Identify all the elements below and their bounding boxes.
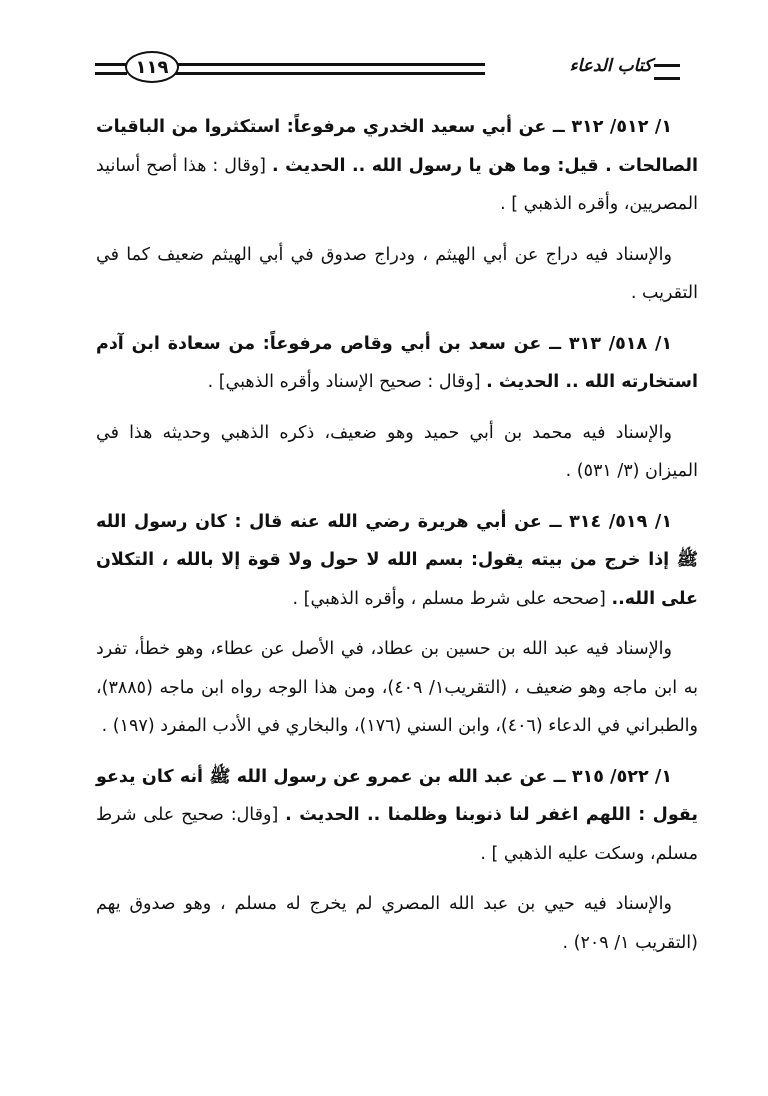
page-number: ١١٩ (125, 51, 179, 83)
commentary-paragraph: والإسناد فيه عبد الله بن حسين بن عطاد، في الأصل عن عطاء، وهو خطأ، تفرد به ابن ماجه وهو ضعيف ، (التقريب١/ ٤٠٩)، ومن هذا الوجه رواه ابن ماجه (٣٨٨٥)، والطبراني في الدعاء (٤٠٦)، وابن السني (١٧٦)، والبخاري في الأدب المفرد (١٩٧) . (96, 639, 698, 736)
hadith-entry-314 (96, 503, 698, 619)
commentary-paragraph: والإسناد فيه محمد بن أبي حميد وهو ضعيف، ذكره الذهبي وحديثه هذا في الميزان (٣/ ٥٣١) . (96, 422, 698, 481)
hadith-text: ١/ ٥١٢/ ٣١٢ ــ عن أبي سعيد الخدري مرفوعاً: استكثروا من الباقيات الصالحات . قيل: وما هن يا رسول الله .. الحديث . (96, 117, 698, 176)
page-header (95, 48, 680, 96)
hadith-ruling: [وقال: صحيح على شرط مسلم، وسكت عليه الذهبي ] . (96, 805, 698, 864)
commentary-paragraph: والإسناد فيه دراج عن أبي الهيثم ، ودراج صدوق في أبي الهيثم ضعيف كما في التقريب . (96, 244, 698, 303)
hadith-entry-313 (96, 325, 698, 402)
hadith-text: ١/ ٥٢٢/ ٣١٥ ــ عن عبد الله بن عمرو عن رسول الله ﷺ أنه كان يدعو يقول : اللهم اغفر لنا ذنوبنا وظلمنا .. الحديث . (96, 766, 698, 825)
hadith-text: ١/ ٥١٩/ ٣١٤ ــ عن أبي هريرة رضي الله عنه قال : كان رسول الله ﷺ إذا خرج من بيته يقول: بسم الله لا حول ولا قوة إلا بالله ، التكلان على الله.. (96, 511, 698, 609)
hadith-entry-312 (96, 108, 698, 224)
header-rule-right (654, 64, 680, 80)
page-content (96, 108, 698, 974)
hadith-text: ١/ ٥١٨/ ٣١٣ ــ عن سعد بن أبي وقاص مرفوعاً: من سعادة ابن آدم استخارته الله .. الحديث . (96, 333, 698, 392)
hadith-ruling: [صححه على شرط مسلم ، وأقره الذهبي] . (292, 588, 606, 609)
commentary-paragraph: والإسناد فيه حيي بن عبد الله المصري لم يخرج له مسلم ، وهو صدوق يهم (التقريب ١/ ٢٠٩) . (96, 894, 698, 953)
hadith-ruling: [وقال : صحيح الإسناد وأقره الذهبي] . (207, 372, 481, 392)
book-title: كتاب الدعاء (569, 56, 652, 76)
header-rule-left (173, 63, 485, 75)
hadith-ruling: [وقال : هذا أصح أسانيد المصريين، وأقره الذهبي ] . (96, 155, 698, 214)
hadith-entry-315 (96, 758, 698, 874)
header-rule-outer (95, 63, 127, 75)
